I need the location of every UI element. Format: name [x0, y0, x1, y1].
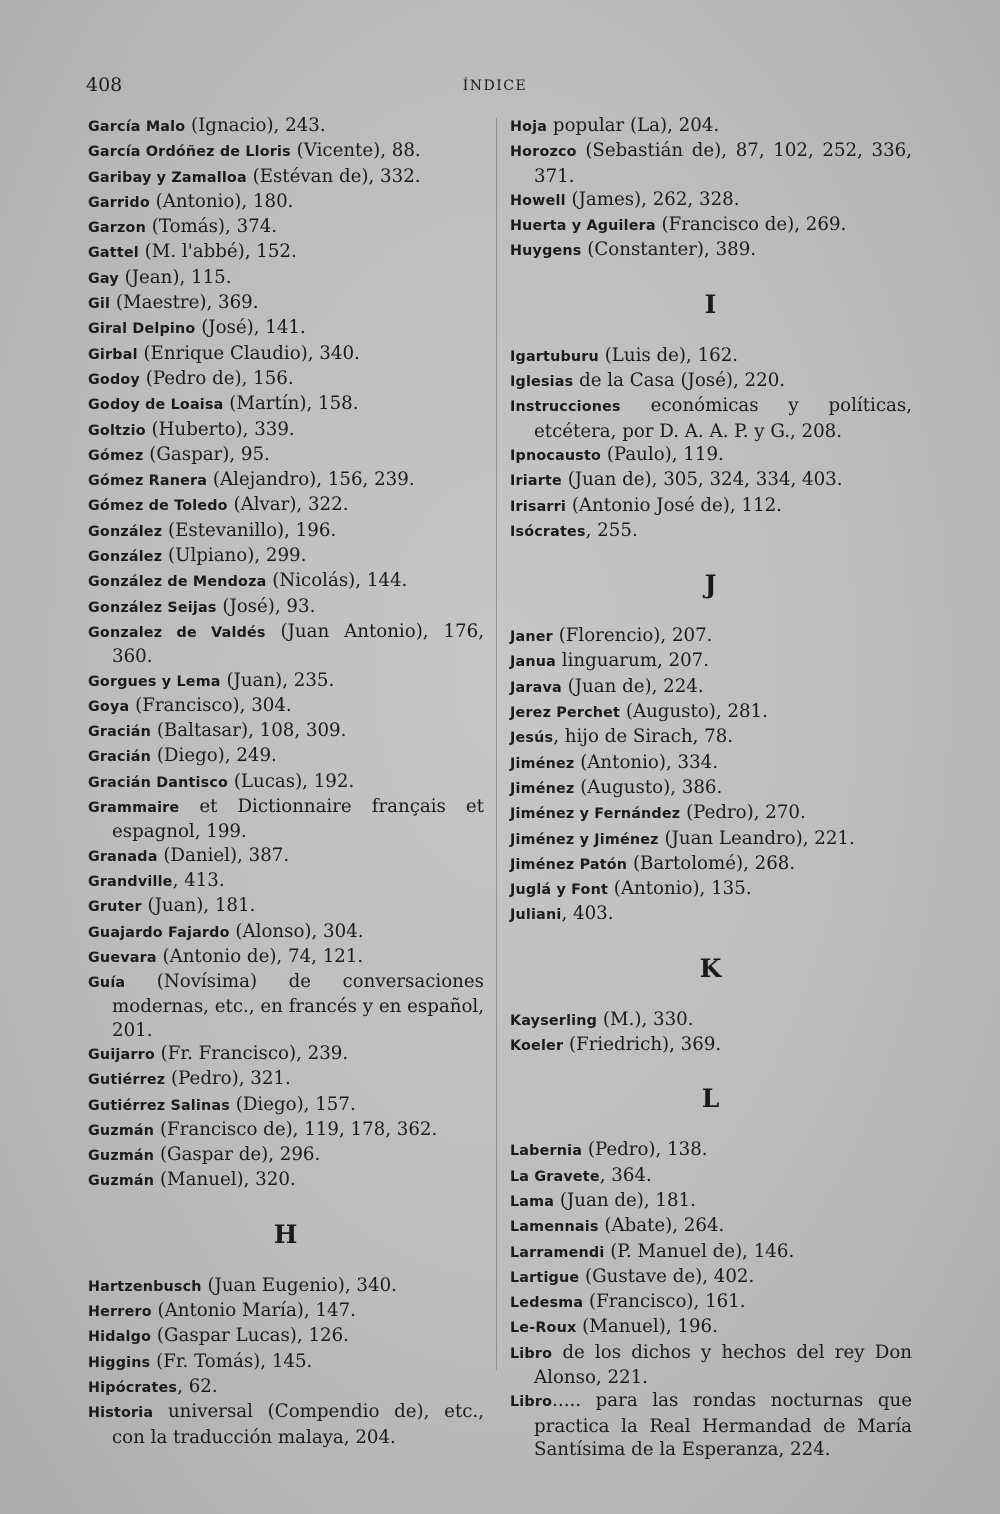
entry-heading: Iriarte	[510, 473, 562, 490]
entry-heading: Gorgues y Lema	[88, 673, 221, 690]
index-entry	[510, 443, 912, 468]
entry-reference: , 255.	[585, 519, 638, 541]
right-column	[510, 114, 912, 1461]
index-entry	[88, 367, 484, 392]
index-entry	[88, 266, 484, 291]
entry-heading: Jiménez	[510, 755, 575, 772]
entry-heading: Lartigue	[510, 1269, 580, 1286]
entry-reference: (Antonio José de), 112.	[566, 494, 782, 516]
entry-heading: Labernia	[510, 1143, 583, 1160]
index-entry	[88, 1324, 484, 1349]
entry-heading: Irisarri	[510, 498, 567, 515]
entry-reference: de la Casa (José), 220.	[573, 370, 786, 392]
entry-heading: Le-Roux	[510, 1320, 577, 1337]
entry-reference: (Pedro), 270.	[680, 802, 806, 824]
entry-heading: Hoja	[510, 119, 548, 135]
entry-heading: Howell	[510, 192, 566, 209]
index-entry	[510, 776, 912, 801]
entry-reference: (Francisco de), 119, 178, 362.	[154, 1118, 438, 1140]
entry-heading: Gracián	[88, 749, 152, 766]
entry-reference: (Antonio), 135.	[607, 878, 752, 900]
entry-heading: Garzon	[88, 220, 146, 237]
index-entry	[88, 1067, 484, 1092]
entry-reference: , 413.	[172, 869, 225, 891]
entry-reference: (Tomás), 374.	[145, 216, 278, 238]
entry-heading: Guzmán	[88, 1148, 155, 1165]
entry-reference: (Daniel), 387.	[157, 844, 290, 866]
entry-heading: Grammaire	[88, 800, 180, 817]
entry-heading: Gil	[88, 296, 111, 313]
entry-reference: (Juan de), 181.	[554, 1189, 696, 1211]
index-entry	[88, 1350, 484, 1375]
entry-heading: Higgins	[88, 1354, 151, 1371]
index-entry	[510, 394, 912, 443]
entry-heading: Janer	[510, 629, 553, 646]
index-entry	[88, 418, 484, 443]
entry-heading: Hipócrates	[88, 1379, 178, 1396]
index-entry	[510, 1164, 912, 1189]
index-entry	[88, 240, 484, 265]
entry-reference: (Augusto), 386.	[574, 776, 723, 798]
entry-heading: Jiménez y Jiménez	[510, 831, 659, 848]
entry-heading: Koeler	[510, 1038, 564, 1055]
entry-reference: de los dichos y hechos del rey Don Alonso, 221.	[534, 1341, 912, 1388]
entry-reference: (Juan), 235.	[220, 669, 335, 691]
section-letter-l: L	[701, 1084, 721, 1114]
index-entry	[510, 852, 912, 877]
index-entry	[88, 945, 484, 970]
section-letter-j: J	[704, 570, 718, 600]
entry-reference: (Gaspar Lucas), 126.	[151, 1325, 349, 1347]
index-entry	[510, 1265, 912, 1290]
entry-reference: (Luis de), 162.	[598, 344, 739, 366]
page-number: 408	[86, 74, 123, 96]
entry-heading: González de Mendoza	[88, 574, 267, 591]
entry-reference: (Juan Leandro), 221.	[658, 827, 855, 849]
entry-reference: (P. Manuel de), 146.	[604, 1240, 795, 1262]
entry-heading: Guevara	[88, 949, 157, 966]
entry-reference: (Ignacio), 243.	[185, 115, 326, 136]
entry-heading: Ledesma	[510, 1295, 584, 1312]
index-entry	[510, 1189, 912, 1214]
index-entry	[88, 1299, 484, 1324]
entry-reference: (Francisco), 161.	[583, 1291, 746, 1313]
entry-reference: , 364.	[599, 1164, 652, 1186]
entry-heading: Gómez de Toledo	[88, 498, 228, 515]
index-entry	[510, 468, 912, 493]
entry-reference: (Estévan de), 332.	[246, 165, 421, 187]
index-entry	[88, 468, 484, 493]
entry-heading: Gómez Ranera	[88, 473, 208, 490]
index-entry	[88, 1375, 484, 1400]
entry-heading: Giral Delpino	[88, 321, 196, 338]
entry-reference: (Ulpiano), 299.	[162, 545, 307, 567]
entry-heading: González	[88, 549, 163, 566]
entry-list-g	[88, 114, 484, 1194]
index-entry	[510, 188, 912, 213]
index-entry	[510, 1240, 912, 1265]
index-entry	[88, 1274, 484, 1299]
index-entry	[88, 719, 484, 744]
index-entry	[88, 970, 484, 1042]
index-entry	[88, 342, 484, 367]
index-entry	[88, 165, 484, 190]
index-entry	[88, 544, 484, 569]
index-entry	[510, 624, 912, 649]
entry-heading: Guzmán	[88, 1122, 155, 1139]
index-entry	[510, 238, 912, 263]
entry-reference: (Huberto), 339.	[145, 418, 295, 440]
entry-reference: (Gaspar de), 296.	[154, 1144, 321, 1166]
index-entry	[88, 114, 484, 139]
entry-reference: (Estevanillo), 196.	[162, 519, 337, 541]
entry-reference: (Juan), 181.	[141, 895, 256, 917]
index-entry	[88, 844, 484, 869]
entry-heading: Herrero	[88, 1304, 152, 1321]
entry-reference: (Pedro), 321.	[165, 1068, 291, 1090]
entry-reference: (Antonio de), 74, 121.	[156, 945, 364, 967]
index-entry	[88, 894, 484, 919]
entry-heading: Gutiérrez Salinas	[88, 1097, 230, 1114]
entry-reference: (Juan Eugenio), 340.	[201, 1274, 397, 1296]
entry-reference: (Baltasar), 108, 309.	[151, 720, 347, 742]
index-entry	[510, 1290, 912, 1315]
entry-heading: Gómez	[88, 447, 144, 464]
entry-reference: , hijo de Sirach, 78.	[553, 726, 734, 748]
entry-list-k	[510, 1008, 912, 1059]
entry-heading: Ipnocausto	[510, 447, 602, 464]
index-entry	[510, 114, 912, 139]
entry-heading: Horozco	[510, 144, 577, 161]
index-entry	[88, 620, 484, 669]
entry-reference: (M. l'abbé), 152.	[138, 241, 297, 263]
entry-reference: (Manuel), 320.	[154, 1169, 296, 1191]
entry-heading: Instrucciones	[510, 399, 621, 416]
entry-reference: (Juan de), 305, 324, 334, 403.	[561, 469, 843, 491]
index-entry	[510, 725, 912, 750]
entry-reference: (Alejandro), 156, 239.	[207, 469, 415, 491]
entry-heading: Guzmán	[88, 1173, 155, 1190]
entry-heading: Historia	[88, 1405, 154, 1422]
entry-heading: Huerta y Aguilera	[510, 218, 656, 235]
entry-reference: et Dictionnaire français et espagnol, 199.	[112, 796, 484, 843]
entry-reference: (Diego), 249.	[151, 745, 277, 767]
entry-reference: (Gustave de), 402.	[579, 1265, 755, 1287]
index-entry	[88, 1093, 484, 1118]
index-entry	[88, 519, 484, 544]
entry-reference: ..... para las rondas nocturnas que practica la Real Hermandad de María Santísima de la Esperanza, 224.	[534, 1390, 912, 1460]
index-entry	[510, 213, 912, 238]
entry-reference: (Paulo), 119.	[601, 443, 724, 465]
index-entry	[510, 1033, 912, 1058]
entry-heading: Grandville	[88, 873, 173, 890]
entry-heading: Lamennais	[510, 1219, 599, 1236]
entry-heading: Larramendi	[510, 1244, 605, 1261]
entry-heading: Kayserling	[510, 1012, 598, 1029]
index-entry	[510, 877, 912, 902]
entry-heading: Goltzio	[88, 422, 146, 439]
entry-heading: Iglesias	[510, 374, 574, 391]
entry-heading: González	[88, 523, 163, 540]
entry-heading: Godoy	[88, 371, 140, 388]
index-entry	[88, 1042, 484, 1067]
entry-heading: Gonzalez de Valdés	[88, 624, 266, 641]
entry-reference: (Diego), 157.	[229, 1093, 356, 1115]
entry-heading: Guijarro	[88, 1046, 155, 1063]
entry-heading: Hartzenbusch	[88, 1278, 202, 1295]
section-letter-k: K	[699, 953, 723, 983]
page-header	[86, 74, 904, 104]
entry-list-h	[88, 1274, 484, 1449]
index-entry	[88, 392, 484, 417]
index-entry	[510, 902, 912, 927]
index-entry	[88, 443, 484, 468]
index-entry	[510, 494, 912, 519]
index-entry	[510, 369, 912, 394]
index-entry	[88, 869, 484, 894]
entry-heading: Gay	[88, 270, 119, 287]
entry-heading: García Ordóñez de Lloris	[88, 144, 291, 161]
entry-heading: Jiménez y Fernández	[510, 806, 681, 823]
entry-heading: Gattel	[88, 245, 139, 262]
index-entry	[510, 344, 912, 369]
entry-heading: Hidalgo	[88, 1329, 152, 1346]
entry-reference: (Pedro de), 156.	[139, 367, 294, 389]
index-entry	[88, 190, 484, 215]
index-entry	[88, 569, 484, 594]
index-entry	[510, 1341, 912, 1390]
entry-heading: García Malo	[88, 119, 186, 135]
entry-reference: (Alvar), 322.	[227, 494, 349, 516]
entry-heading: Libro	[510, 1394, 553, 1411]
entry-reference: (Alonso), 304.	[229, 920, 364, 942]
index-entry	[510, 1315, 912, 1340]
index-entry	[510, 751, 912, 776]
entry-list-j	[510, 624, 912, 928]
entry-reference: (Pedro), 138.	[582, 1139, 708, 1161]
entry-heading: Jesús	[510, 730, 554, 747]
entry-reference: económicas y políticas, etcétera, por D. A. A. P. y G., 208.	[534, 395, 912, 442]
entry-reference: (Constanter), 389.	[581, 239, 757, 261]
entry-reference: , 62.	[177, 1375, 218, 1397]
entry-reference: (M.), 330.	[597, 1008, 694, 1030]
index-entry	[88, 770, 484, 795]
entry-heading: Garibay y Zamalloa	[88, 169, 247, 186]
entry-reference: linguarum, 207.	[555, 650, 710, 672]
index-entry	[88, 1168, 484, 1193]
entry-heading: Granada	[88, 848, 158, 865]
entry-reference: popular (La), 204.	[547, 115, 720, 136]
entry-reference: (Novísima) de conversaciones modernas, etc., en francés y en español, 201.	[112, 971, 484, 1041]
entry-list-l	[510, 1138, 912, 1461]
entry-reference: (Martín), 158.	[223, 393, 359, 415]
entry-reference: (Antonio), 180.	[149, 190, 294, 212]
index-entry	[510, 1138, 912, 1163]
entry-reference: (Sebastián de), 87, 102, 252, 336, 371.	[534, 140, 912, 187]
entry-heading: La Gravete	[510, 1168, 600, 1185]
entry-reference: (José), 93.	[216, 595, 316, 617]
entry-heading: Huygens	[510, 243, 582, 260]
index-entry	[88, 744, 484, 769]
entry-reference: (Augusto), 281.	[620, 701, 768, 723]
entry-reference: (Antonio María), 147.	[151, 1300, 356, 1322]
index-entry	[510, 675, 912, 700]
index-entry	[88, 291, 484, 316]
entry-list-i	[510, 344, 912, 544]
index-entry	[88, 669, 484, 694]
entry-heading: Goya	[88, 698, 130, 715]
entry-reference: (James), 262, 328.	[565, 188, 740, 210]
entry-heading: Isócrates	[510, 523, 586, 540]
entry-reference: (Jean), 115.	[118, 266, 232, 288]
entry-reference: (Florencio), 207.	[552, 625, 713, 647]
section-letter-i: I	[704, 289, 718, 319]
index-entry	[88, 1400, 484, 1449]
index-entry	[88, 694, 484, 719]
index-entry	[510, 1008, 912, 1033]
entry-heading: Garrido	[88, 194, 150, 211]
entry-reference: , 403.	[561, 903, 614, 925]
entry-reference: (Manuel), 196.	[576, 1316, 718, 1338]
index-entry	[88, 316, 484, 341]
entry-heading: González Seijas	[88, 599, 217, 616]
entry-reference: (Nicolás), 144.	[266, 570, 408, 592]
entry-heading: Libro	[510, 1345, 553, 1362]
index-entry	[510, 519, 912, 544]
entry-reference: (Lucas), 192.	[228, 770, 355, 792]
entry-heading: Jiménez	[510, 780, 575, 797]
entry-reference: (Fr. Francisco), 239.	[154, 1042, 349, 1064]
entry-heading: Gracián Dantisco	[88, 774, 229, 791]
index-entry	[510, 649, 912, 674]
entry-heading: Girbal	[88, 346, 138, 363]
entry-heading: Gracián	[88, 724, 152, 741]
entry-heading: Juliani	[510, 907, 562, 924]
entry-heading: Guajardo Fajardo	[88, 924, 230, 941]
entry-heading: Godoy de Loaisa	[88, 397, 224, 414]
index-entry	[88, 215, 484, 240]
index-entry	[88, 139, 484, 164]
entry-reference: (Francisco), 304.	[129, 694, 292, 716]
index-entry	[510, 139, 912, 188]
entry-heading: Igartuburu	[510, 348, 599, 365]
index-entry	[510, 1214, 912, 1239]
entry-reference: (Antonio), 334.	[574, 751, 719, 773]
index-entry	[88, 795, 484, 844]
entry-reference: (Gaspar), 95.	[143, 443, 270, 465]
entry-heading: Jarava	[510, 679, 562, 696]
entry-heading: Gutiérrez	[88, 1072, 166, 1089]
index-entry	[88, 493, 484, 518]
entry-reference: (Friedrich), 369.	[563, 1034, 722, 1056]
entry-reference: (Vicente), 88.	[290, 140, 421, 162]
entry-reference: (José), 141.	[195, 317, 306, 339]
index-entry	[88, 1118, 484, 1143]
left-column	[88, 114, 484, 1449]
entry-reference: (Maestre), 369.	[110, 292, 259, 314]
entry-reference: (Bartolomé), 268.	[627, 852, 796, 874]
entry-reference: (Francisco de), 269.	[655, 214, 847, 236]
entry-heading: Jerez Perchet	[510, 705, 621, 722]
index-entry	[510, 700, 912, 725]
index-entry	[88, 595, 484, 620]
running-title: ÍNDICE	[462, 78, 528, 94]
entry-heading: Guía	[88, 975, 126, 992]
index-entry	[510, 827, 912, 852]
index-entry	[510, 1389, 912, 1461]
section-letter-h: H	[273, 1219, 299, 1249]
entry-reference: (Juan Antonio), 176, 360.	[112, 620, 484, 668]
entry-reference: (Fr. Tomás), 145.	[150, 1350, 313, 1372]
entry-heading: Juglá y Font	[510, 882, 608, 899]
entry-reference: universal (Compendio de), etc., con la traducción malaya, 204.	[112, 1401, 484, 1448]
index-entry	[88, 920, 484, 945]
column-divider	[496, 118, 497, 1370]
entry-reference: (Enrique Claudio), 340.	[137, 342, 360, 364]
entry-heading: Jiménez Patón	[510, 856, 628, 873]
entry-list-h-continued	[510, 114, 912, 264]
entry-heading: Lama	[510, 1193, 555, 1210]
entry-heading: Janua	[510, 654, 556, 671]
entry-heading: Gruter	[88, 899, 142, 916]
index-entry	[510, 801, 912, 826]
index-entry	[88, 1143, 484, 1168]
entry-reference: (Juan de), 224.	[561, 675, 704, 697]
entry-reference: (Abate), 264.	[598, 1215, 725, 1237]
